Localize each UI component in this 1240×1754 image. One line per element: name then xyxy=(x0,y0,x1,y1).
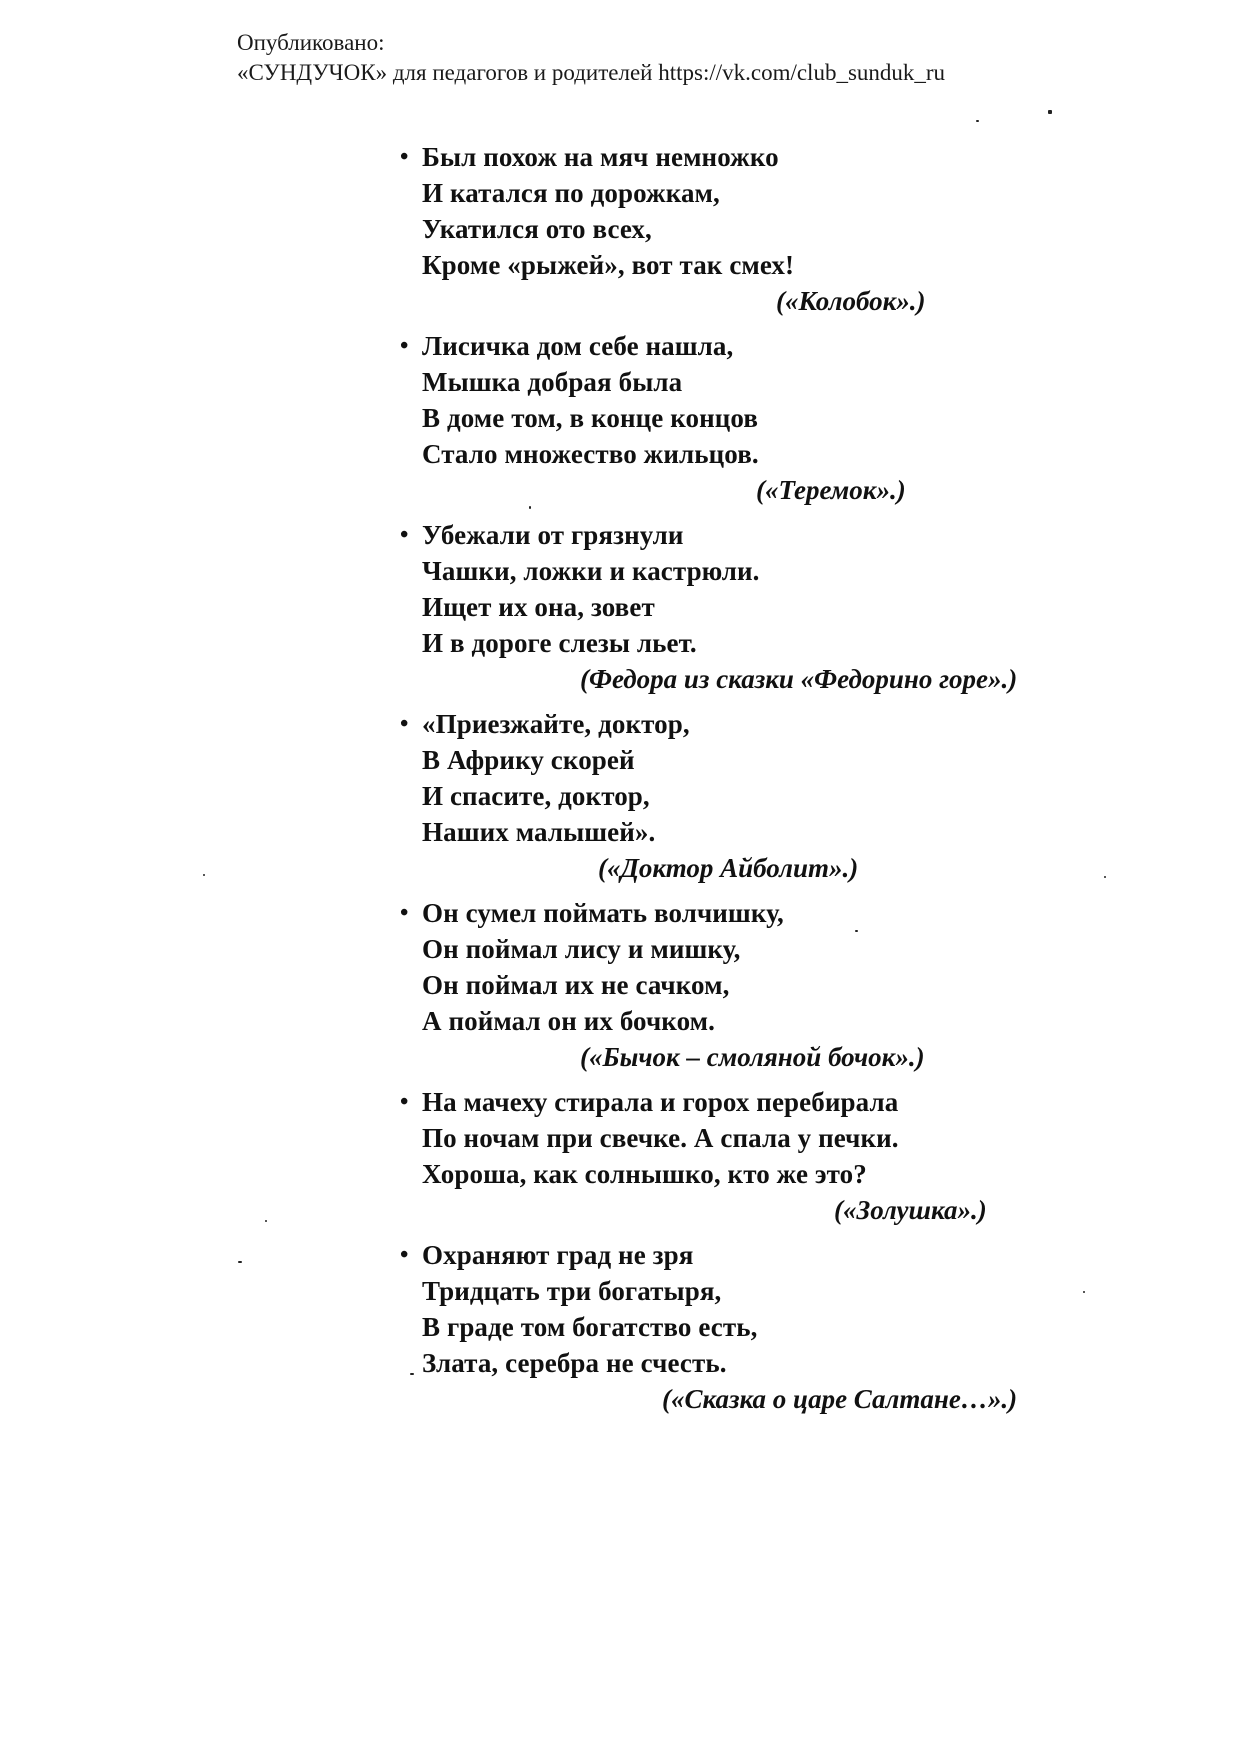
bullet-icon: • xyxy=(400,1242,409,1268)
riddle-item xyxy=(400,1084,1100,1228)
riddle-line: Убежали от грязнули xyxy=(422,520,684,550)
scan-speck xyxy=(238,1261,242,1263)
riddle-line: Укатился ото всех, xyxy=(422,214,652,244)
scan-speck xyxy=(529,506,531,509)
riddle-answer: («Теремок».) xyxy=(756,475,906,505)
riddle-line: И катался по дорожкам, xyxy=(422,178,720,208)
riddle-line: Мышка добрая была xyxy=(422,367,683,397)
bullet-icon: • xyxy=(400,522,409,548)
riddle-line: Чашки, ложки и кастрюли. xyxy=(422,556,760,586)
riddle-list xyxy=(400,139,1100,1426)
scan-speck xyxy=(203,874,205,876)
scan-speck xyxy=(410,1373,414,1375)
riddle-line: Охраняют град не зря xyxy=(422,1240,694,1270)
riddle-line: И в дороге слезы льет. xyxy=(422,628,697,658)
publication-header xyxy=(237,28,945,88)
riddle-answer: («Колобок».) xyxy=(776,286,926,316)
riddle-line: На мачеху стирала и горох перебирала xyxy=(422,1087,899,1117)
bullet-icon: • xyxy=(400,900,409,926)
riddle-item xyxy=(400,706,1100,886)
riddle-line: Лисичка дом себе нашла, xyxy=(422,331,734,361)
scan-speck xyxy=(1104,876,1106,878)
riddle-item xyxy=(400,1237,1100,1417)
riddle-answer: (Федора из сказки «Федорино горе».) xyxy=(580,664,1018,694)
scan-speck xyxy=(265,1220,267,1222)
scan-speck xyxy=(855,930,858,932)
scan-speck xyxy=(976,120,979,122)
riddle-line: В Африку скорей xyxy=(422,745,635,775)
riddle-line: В граде том богатство есть, xyxy=(422,1312,758,1342)
riddle-answer: («Золушка».) xyxy=(834,1195,987,1225)
riddle-line: Кроме «рыжей», вот так смех! xyxy=(422,250,795,280)
scan-speck xyxy=(1048,110,1052,114)
riddle-line: И спасите, доктор, xyxy=(422,781,650,811)
scan-speck xyxy=(1083,1291,1085,1293)
riddle-line: А поймал он их бочком. xyxy=(422,1006,716,1036)
riddle-line: Злата, серебра не счесть. xyxy=(422,1348,727,1378)
publisher-line: «СУНДУЧОК» для педагогов и родителей https://vk.com/club_sunduk_ru xyxy=(237,60,946,85)
riddle-answer: («Сказка о царе Салтане…».) xyxy=(662,1384,1018,1414)
riddle-line: Был похож на мяч немножко xyxy=(422,142,779,172)
riddle-answer: («Доктор Айболит».) xyxy=(598,853,859,883)
riddle-item xyxy=(400,328,1100,508)
riddle-line: Хороша, как солнышко, кто же это? xyxy=(422,1159,867,1189)
bullet-icon: • xyxy=(400,144,409,170)
riddle-line: Он сумел поймать волчишку, xyxy=(422,898,784,928)
riddle-line: Стало множество жильцов. xyxy=(422,439,759,469)
riddle-line: Он поймал лису и мишку, xyxy=(422,934,741,964)
riddle-line: По ночам при свечке. А спала у печки. xyxy=(422,1123,899,1153)
bullet-icon: • xyxy=(400,333,409,359)
bullet-icon: • xyxy=(400,711,409,737)
published-label: Опубликовано: xyxy=(237,30,385,55)
riddle-line: Ищет их она, зовет xyxy=(422,592,655,622)
riddle-line: «Приезжайте, доктор, xyxy=(422,709,690,739)
riddle-answer: («Бычок – смоляной бочок».) xyxy=(580,1042,925,1072)
riddle-item xyxy=(400,895,1100,1075)
bullet-icon: • xyxy=(400,1089,409,1115)
riddle-line: Тридцать три богатыря, xyxy=(422,1276,722,1306)
riddle-line: Наших малышей». xyxy=(422,817,656,847)
riddle-item xyxy=(400,517,1100,697)
riddle-line: В доме том, в конце концов xyxy=(422,403,759,433)
riddle-line: Он поймал их не сачком, xyxy=(422,970,730,1000)
riddle-item xyxy=(400,139,1100,319)
